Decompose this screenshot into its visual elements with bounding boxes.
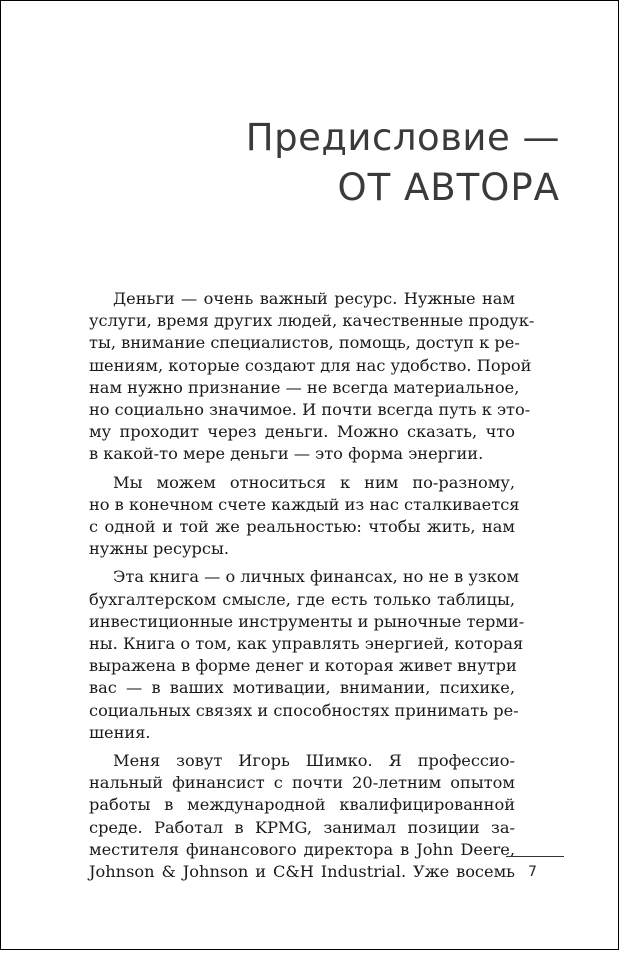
text-line: бухгалтерском смысле, где есть только таблицы, — [89, 589, 515, 609]
text-line: выражена в форме денег и которая живет внутри — [89, 656, 517, 676]
text-line: инвестиционные инструменты и рыночные терми- — [89, 611, 525, 631]
text-line: ны. Книга о том, как управлять энергией, которая — [89, 634, 524, 654]
text-line: му проходит через деньги. Можно сказать, что — [89, 422, 515, 442]
text-line: Эта книга — о личных финансах, но не в узком — [113, 567, 520, 587]
text-line: нам нужно признание — не всегда материальное, — [89, 377, 520, 397]
text-line: работы в международной квалифицированной — [89, 795, 515, 815]
text-line: ты, внимание специалистов, помощь, доступ к ре- — [89, 333, 520, 353]
paragraph — [89, 750, 515, 883]
chapter-title — [246, 113, 560, 213]
text-line: нальный финансист с почти 20-летним опытом — [89, 773, 515, 793]
text-line: социальных связях и способностях принимать ре- — [89, 700, 519, 720]
text-line: Мы можем относиться к ним по-разному, — [113, 472, 515, 492]
paragraph — [89, 472, 520, 561]
text-line: Меня зовут Игорь Шимко. Я профессио- — [113, 751, 515, 771]
paragraph — [89, 566, 525, 744]
text-line: в какой-то мере деньги — это форма энергии. — [89, 444, 484, 464]
chapter-title-line-1: Предисловие — — [245, 116, 560, 159]
text-line: среде. Работал в KPMG, занимал позиции за- — [89, 817, 515, 837]
body-text — [89, 288, 535, 889]
text-line: нужны ресурсы. — [89, 539, 230, 559]
text-line: Деньги — очень важный ресурс. Нужные нам — [113, 289, 515, 308]
text-line: местителя финансового директора в John Deere, — [89, 839, 515, 859]
page-number: 7 — [528, 864, 537, 880]
text-line: с одной и той же реальностью: чтобы жить, нам — [89, 517, 515, 537]
footer-rule — [506, 856, 564, 857]
text-line: но в конечном счете каждый из нас сталкивается — [89, 494, 520, 514]
text-line: но социально значимое. И почти всегда путь к это- — [89, 400, 531, 420]
chapter-title-line-2: ОТ АВТОРА — [337, 166, 560, 209]
text-line: Johnson & Johnson и C&H Industrial. Уже восемь — [89, 862, 515, 882]
paragraph — [89, 288, 535, 466]
text-line: шениям, которые создают для нас удобство. Порой — [89, 355, 532, 375]
text-line: вас — в ваших мотивации, внимании, психике, — [89, 678, 515, 698]
text-line: услуги, время других людей, качественные продук- — [89, 311, 535, 331]
text-line: шения. — [89, 722, 151, 742]
